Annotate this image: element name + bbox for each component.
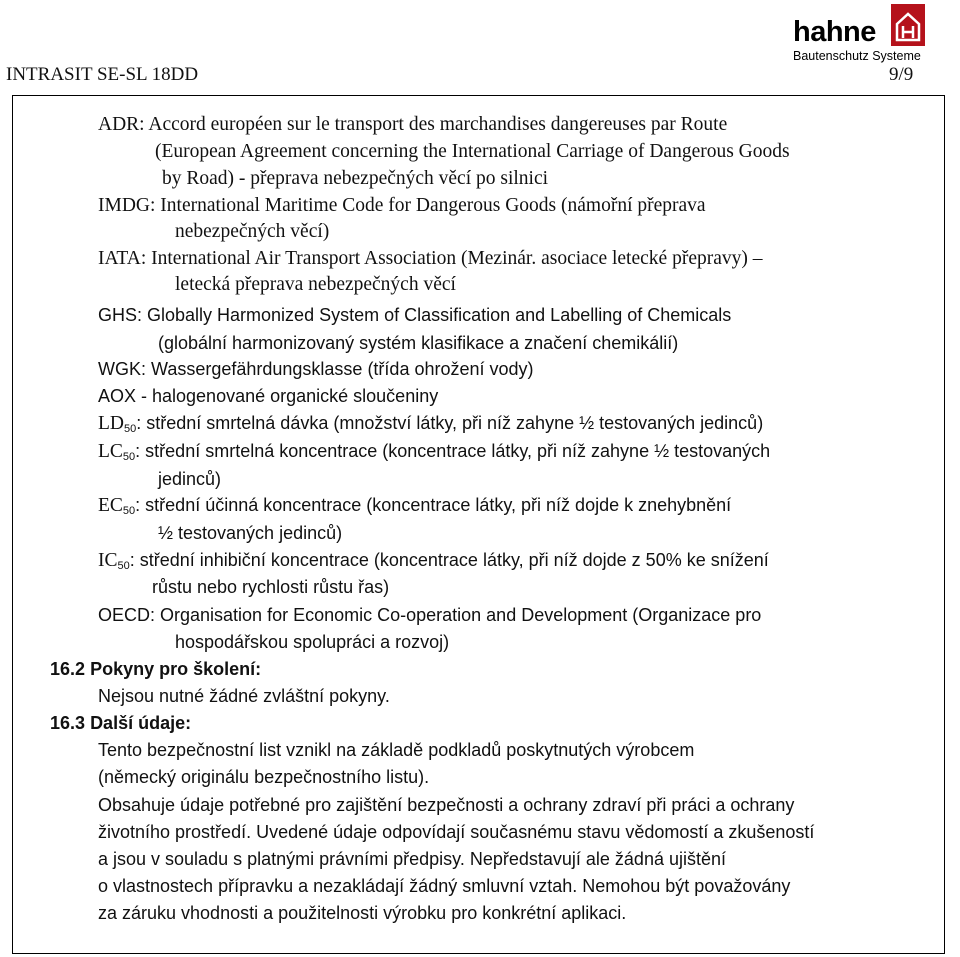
ic50-text: : střední inhibiční koncentrace (koncentrace látky, při níž dojde z 50% ke snížení	[129, 550, 769, 570]
adr-line-3: by Road) - přeprava nebezpečných věcí po silnici	[162, 168, 549, 189]
section-16-3-number: 16.3	[50, 713, 86, 733]
section-16-3-line-3: Obsahuje údaje potřebné pro zajištění bezpečnosti a ochrany zdraví při práci a ochrany	[98, 795, 795, 815]
ic50-abbr: IC	[98, 550, 118, 571]
lc50-sub: 50	[122, 451, 136, 463]
hahne-logo	[793, 4, 933, 64]
section-16-3-line-5: a jsou v souladu s platnými právními předpisy. Nepředstavují ale žádná ujištění	[98, 849, 726, 869]
imdg-line-1: IMDG: International Maritime Code for Dangerous Goods (námořní přeprava	[98, 195, 706, 216]
ic50-line-2: růstu nebo rychlosti růstu řas)	[152, 577, 390, 597]
adr-line-1: ADR: Accord européen sur le transport des marchandises dangereuses par Route	[98, 114, 728, 135]
section-16-3-line-1: Tento bezpečnostní list vznikl na základě podkladů poskytnutých výrobcem	[98, 740, 695, 760]
ld50-abbr: LD	[98, 413, 124, 434]
section-16-2-number: 16.2	[50, 659, 86, 679]
section-16-3-line-4: životního prostředí. Uvedené údaje odpovídají současnému stavu vědomostí a zkušeností	[98, 822, 815, 842]
iata-line-2: letecká přeprava nebezpečných věcí	[175, 274, 456, 295]
logo-subtitle: Bautenschutz Systeme	[793, 49, 921, 63]
section-16-3-line-2: (německý originálu bezpečnostního listu).	[98, 767, 430, 787]
ghs-line-1: GHS: Globally Harmonized System of Classification and Labelling of Chemicals	[98, 305, 732, 325]
imdg-line-2: nebezpečných věcí)	[175, 221, 330, 242]
oecd-line-2: hospodářskou spolupráci a rozvoj)	[175, 632, 450, 652]
wgk-line: WGK: Wassergefährdungsklasse (třída ohrožení vody)	[98, 359, 534, 379]
document-title: INTRASIT SE-SL 18DD	[6, 64, 199, 85]
ec50-line-2: ½ testovaných jedinců)	[158, 523, 343, 543]
section-16-2-heading	[50, 656, 261, 682]
section-16-3-line-6: o vlastnostech přípravku a nezakládají žádný smluvní vztah. Nemohou být považovány	[98, 876, 791, 896]
section-16-3-title: Další údaje:	[90, 713, 192, 733]
ld50-sub: 50	[124, 423, 137, 435]
aox-line: AOX - halogenované organické sloučeniny	[98, 386, 439, 406]
ec50-sub: 50	[122, 505, 136, 517]
logo-wordmark: hahne	[793, 16, 876, 48]
section-16-2-text: Nejsou nutné žádné zvláštní pokyny.	[98, 686, 390, 706]
oecd-line-1: OECD: Organisation for Economic Co-operation and Development (Organizace pro	[98, 605, 762, 625]
lc50-line-2: jedinců)	[158, 469, 222, 489]
section-16-2-title: Pokyny pro školení:	[90, 659, 262, 679]
ghs-line-2: (globální harmonizovaný systém klasifikace a značení chemikálií)	[158, 333, 679, 353]
ec50-abbr: EC	[98, 495, 123, 516]
ld50-text: : střední smrtelná dávka (množství látky, při níž zahyne ½ testovaných jedinců)	[136, 413, 764, 433]
lc50-abbr: LC	[98, 441, 123, 462]
lc50-text: : střední smrtelná koncentrace (koncentrace látky, při níž zahyne ½ testovaných	[135, 441, 771, 461]
adr-line-2: (European Agreement concerning the International Carriage of Dangerous Goods	[155, 141, 790, 162]
ic50-sub: 50	[117, 560, 130, 572]
section-16-3-line-7: za záruku vhodnosti a použitelnosti výrobku pro konkrétní aplikaci.	[98, 903, 627, 923]
house-logo-icon	[891, 4, 925, 46]
ec50-text: : střední účinná koncentrace (koncentrace látky, při níž dojde k znehybnění	[135, 495, 732, 515]
iata-line-1: IATA: International Air Transport Association (Mezinár. asociace letecké přepravy) –	[98, 248, 763, 269]
section-16-3-heading	[50, 710, 191, 736]
page-number: 9/9	[889, 64, 914, 85]
